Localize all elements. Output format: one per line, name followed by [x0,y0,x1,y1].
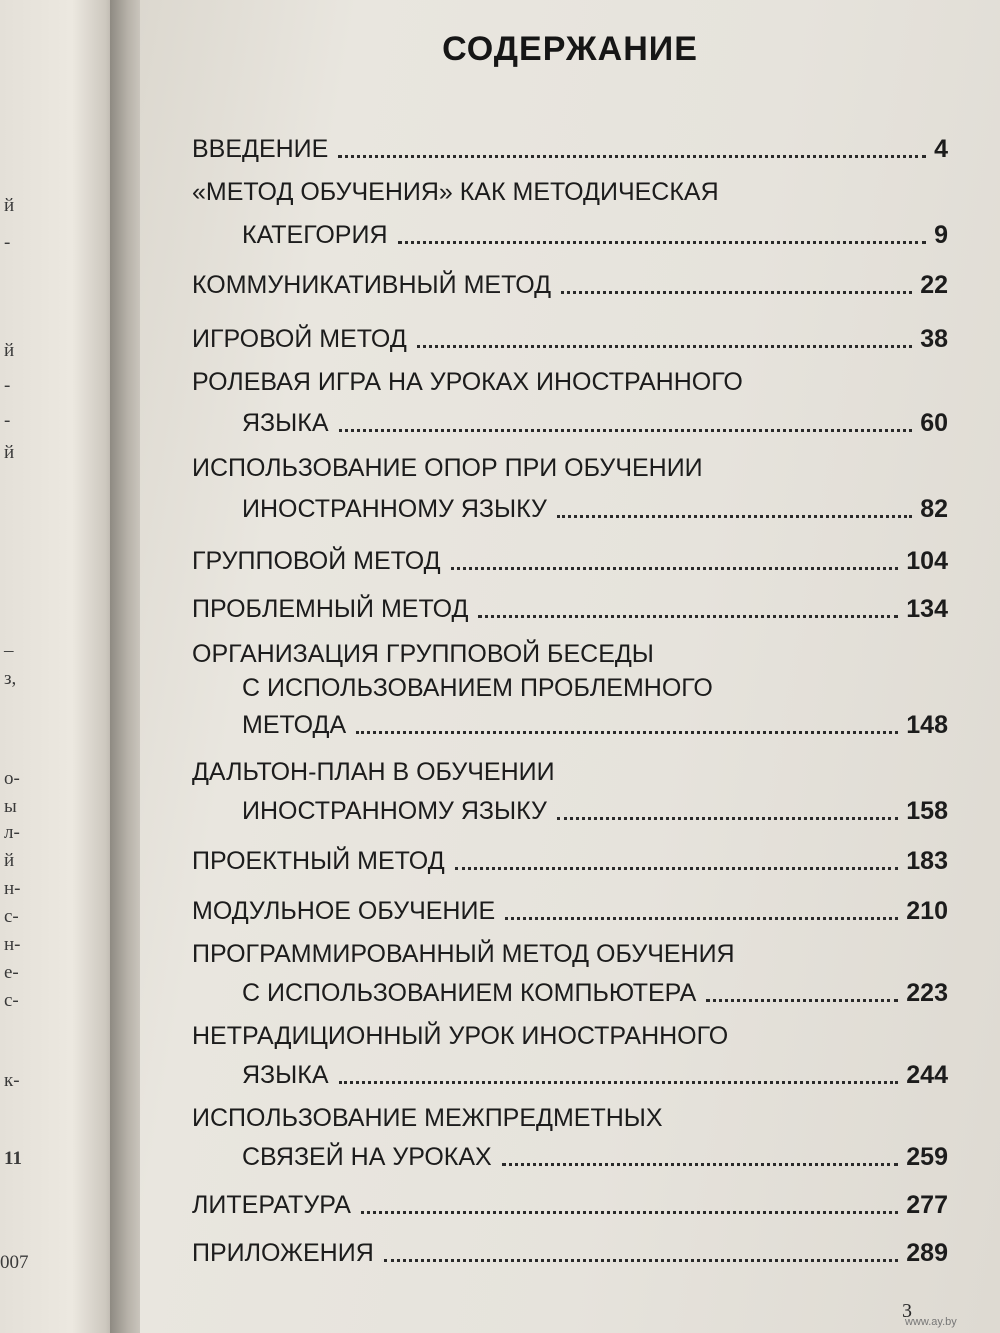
facing-page-fragment: о- [4,768,20,789]
leader-dots [356,731,898,734]
toc-entry-title-line: РОЛЕВАЯ ИГРА НА УРОКАХ ИНОСТРАННОГО [192,368,743,396]
facing-page-fragment: н- [4,878,21,899]
page-title: СОДЕРЖАНИЕ [442,30,698,68]
page-number: 3 [902,1300,912,1322]
toc-page-number: 148 [906,711,948,739]
facing-page-fragment: 007 [0,1252,29,1273]
toc-entry-title: ПРОЕКТНЫЙ МЕТОД [192,847,445,875]
watermark: www.ay.by [905,1316,957,1328]
leader-dots [478,615,898,618]
toc-entry-title: ЛИТЕРАТУРА [192,1191,351,1219]
toc-entry-title-line: НЕТРАДИЦИОННЫЙ УРОК ИНОСТРАННОГО [192,1022,729,1050]
facing-page-fragment: й [4,340,15,361]
leader-dots [417,345,912,348]
toc-entry-title: ВВЕДЕНИЕ [192,135,329,163]
leader-dots [451,567,899,570]
toc-entry-interdisciplinary [242,1132,948,1172]
toc-entry-appendices [192,1228,948,1268]
toc-page-number: 210 [906,897,948,925]
toc-entry-communicative-method [192,260,948,300]
toc-entry-project-method [192,836,948,876]
toc-entry-title-line: С ИСПОЛЬЗОВАНИЕМ ПРОБЛЕМНОГО [242,674,713,702]
toc-entry-title: МЕТОДА [242,711,347,739]
toc-page-number: 277 [906,1191,948,1219]
toc-entry-group-method [192,536,948,576]
facing-page-fragment: с- [4,990,19,1011]
facing-page-fragment: - [4,375,11,396]
toc-page-number: 104 [906,547,948,575]
toc-entry-title: ЯЗЫКА [242,1061,329,1089]
toc-entry-title: С ИСПОЛЬЗОВАНИЕМ КОМПЬЮТЕРА [242,979,697,1007]
toc-entry-game-method [192,314,948,354]
toc-page-number: 82 [920,495,948,523]
leader-dots [706,999,898,1002]
toc-entry-title: ИГРОВОЙ МЕТОД [192,325,407,353]
facing-page-fragment: л- [4,822,20,843]
facing-page-fragment: е- [4,962,19,983]
toc-page-number: 60 [920,409,948,437]
toc-page-number: 244 [906,1061,948,1089]
leader-dots [339,429,913,432]
toc-entry-modular-learning [192,886,948,926]
toc-entry-title: МОДУЛЬНОЕ ОБУЧЕНИЕ [192,897,496,925]
facing-page-fragment: - [4,232,11,253]
facing-page-fragment: к- [4,1070,20,1091]
toc-entry-title: ИНОСТРАННОМУ ЯЗЫКУ [242,797,547,825]
leader-dots [502,1163,899,1166]
toc-entry-programmed-method [242,968,948,1008]
leader-dots [557,515,912,518]
toc-entry-title: ПРОБЛЕМНЫЙ МЕТОД [192,595,469,623]
toc-entry-role-play [242,398,948,438]
leader-dots [384,1259,899,1262]
toc-page-number: 38 [920,325,948,353]
toc-entry-title: ПРИЛОЖЕНИЯ [192,1239,374,1267]
toc-entry-title-line: ОРГАНИЗАЦИЯ ГРУППОВОЙ БЕСЕДЫ [192,640,654,668]
toc-page-number: 22 [920,271,948,299]
facing-page-fragment: н- [4,934,21,955]
leader-dots [455,867,899,870]
toc-page-number: 289 [906,1239,948,1267]
toc-entry-literature [192,1180,948,1220]
facing-page-folio: 11 [4,1148,22,1169]
leader-dots [557,817,898,820]
facing-page-fragment: й [4,442,15,463]
toc-entry-group-discussion [242,700,948,740]
toc-entry-title-line: ДАЛЬТОН-ПЛАН В ОБУЧЕНИИ [192,758,555,786]
facing-page-fragment: ы [4,796,17,817]
toc-entry-introduction [192,124,948,164]
toc-page-number: 259 [906,1143,948,1171]
toc-entry-title: СВЯЗЕЙ НА УРОКАХ [242,1143,492,1171]
toc-entry-problem-method [192,584,948,624]
facing-page-fragment: – [4,640,14,661]
toc-entry-title: ИНОСТРАННОМУ ЯЗЫКУ [242,495,547,523]
toc-entry-title: КОММУНИКАТИВНЫЙ МЕТОД [192,271,552,299]
toc-page-number: 4 [934,135,948,163]
toc-entry-title-line: ПРОГРАММИРОВАННЫЙ МЕТОД ОБУЧЕНИЯ [192,940,735,968]
toc-page-number: 158 [906,797,948,825]
toc-entry-title: ГРУППОВОЙ МЕТОД [192,547,441,575]
toc-page-number: 9 [934,221,948,249]
facing-page-fragment: - [4,410,11,431]
toc-entry-dalton-plan [242,786,948,826]
toc-entry-supports [242,484,948,524]
leader-dots [505,917,898,920]
toc-entry-method-category [242,210,948,250]
facing-page-fragment: з, [4,668,17,689]
facing-page-fragment: й [4,850,15,871]
toc-page-number: 134 [906,595,948,623]
leader-dots [361,1211,898,1214]
toc-entry-title: ЯЗЫКА [242,409,329,437]
toc-entry-title-line: ИСПОЛЬЗОВАНИЕ МЕЖПРЕДМЕТНЫХ [192,1104,663,1132]
facing-page-fragment: с- [4,906,19,927]
toc-entry-title-line: ИСПОЛЬЗОВАНИЕ ОПОР ПРИ ОБУЧЕНИИ [192,454,703,482]
toc-entry-nontraditional-lesson [242,1050,948,1090]
toc-entry-title: КАТЕГОРИЯ [242,221,388,249]
leader-dots [561,291,912,294]
leader-dots [338,155,926,158]
toc-page-number: 223 [906,979,948,1007]
leader-dots [339,1081,899,1084]
toc-entry-title-line: «МЕТОД ОБУЧЕНИЯ» КАК МЕТОДИЧЕСКАЯ [192,178,719,206]
facing-page-fragment: й [4,195,15,216]
leader-dots [398,241,927,244]
facing-page-edge [0,0,120,1333]
toc-page-number: 183 [906,847,948,875]
